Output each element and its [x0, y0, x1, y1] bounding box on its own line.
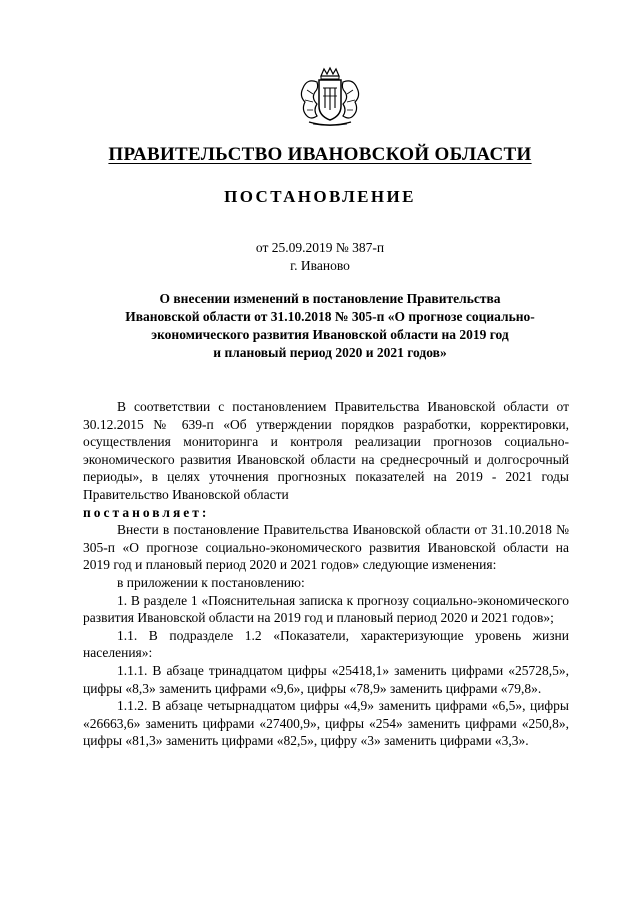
- subject-line: Ивановской области от 31.10.2018 № 305-п «О прогнозе социально-: [125, 309, 535, 324]
- body-paragraph: 1.1. В подразделе 1.2 «Показатели, характеризующие уровень жизни населения»:: [83, 627, 569, 661]
- document-type: ПОСТАНОВЛЕНИЕ: [224, 187, 416, 206]
- decree-word: постановляет:: [83, 504, 210, 520]
- date-number: от 25.09.2019 № 387-п: [255, 240, 385, 255]
- preamble-text: В соответствии с постановлением Правительства Ивановской области от 30.12.2015 № 639-п «Об утверждении порядков разработки, корректировки, осуществления мониторинга и контроля реализации прогнозов социально-экономического развития Ивановской области на среднесрочный и долгосрочный периоды», в целях уточнения прогнозных показателей на 2019 - 2021 годы Правительство Ивановской области: [83, 399, 569, 502]
- body-paragraph: 1.1.2. В абзаце четырнадцатом цифры «4,9» заменить цифрами «6,5», цифры «26663,6» заменить цифрами «27400,9», цифры «254» заменить цифрами «250,8», цифры «81,3» заменить цифрами «82,5», цифру «3» заменить цифрами «3,3».: [83, 698, 569, 749]
- subject-line: экономического развития Ивановской области на 2019 год: [151, 327, 509, 342]
- document-subject: [80, 290, 580, 362]
- document-body: [83, 398, 569, 750]
- government-title-text: ПРАВИТЕЛЬСТВО ИВАНОВСКОЙ ОБЛАСТИ: [108, 144, 532, 165]
- government-title: [0, 144, 640, 166]
- body-paragraph: 1.1.1. В абзаце тринадцатом цифры «25418,1» заменить цифрами «25728,5», цифры «8,3» заменить цифрами «9,6», цифры «78,9» заменить цифрами «79,8».: [83, 662, 569, 696]
- ivanovo-coat-of-arms-icon: [295, 66, 365, 128]
- city: г. Иваново: [290, 258, 350, 273]
- subject-line: О внесении изменений в постановление Правительства: [159, 291, 501, 306]
- subject-line: и плановый период 2020 и 2021 годов»: [213, 345, 447, 360]
- body-paragraph: 1. В разделе 1 «Пояснительная записка к прогнозу социально-экономического развития Ивановской области на 2019 год и плановый период 2020 и 2021 годов»;: [83, 592, 569, 626]
- body-paragraph: Внести в постановление Правительства Ивановской области от 31.10.2018 № 305-п «О прогнозе социально-экономического развития Ивановской области на 2019 год и плановый период 2020 и 2021 годов» следующие изменения:: [83, 522, 569, 573]
- body-paragraph: в приложении к постановлению:: [117, 574, 305, 590]
- preamble-paragraph: [83, 398, 569, 521]
